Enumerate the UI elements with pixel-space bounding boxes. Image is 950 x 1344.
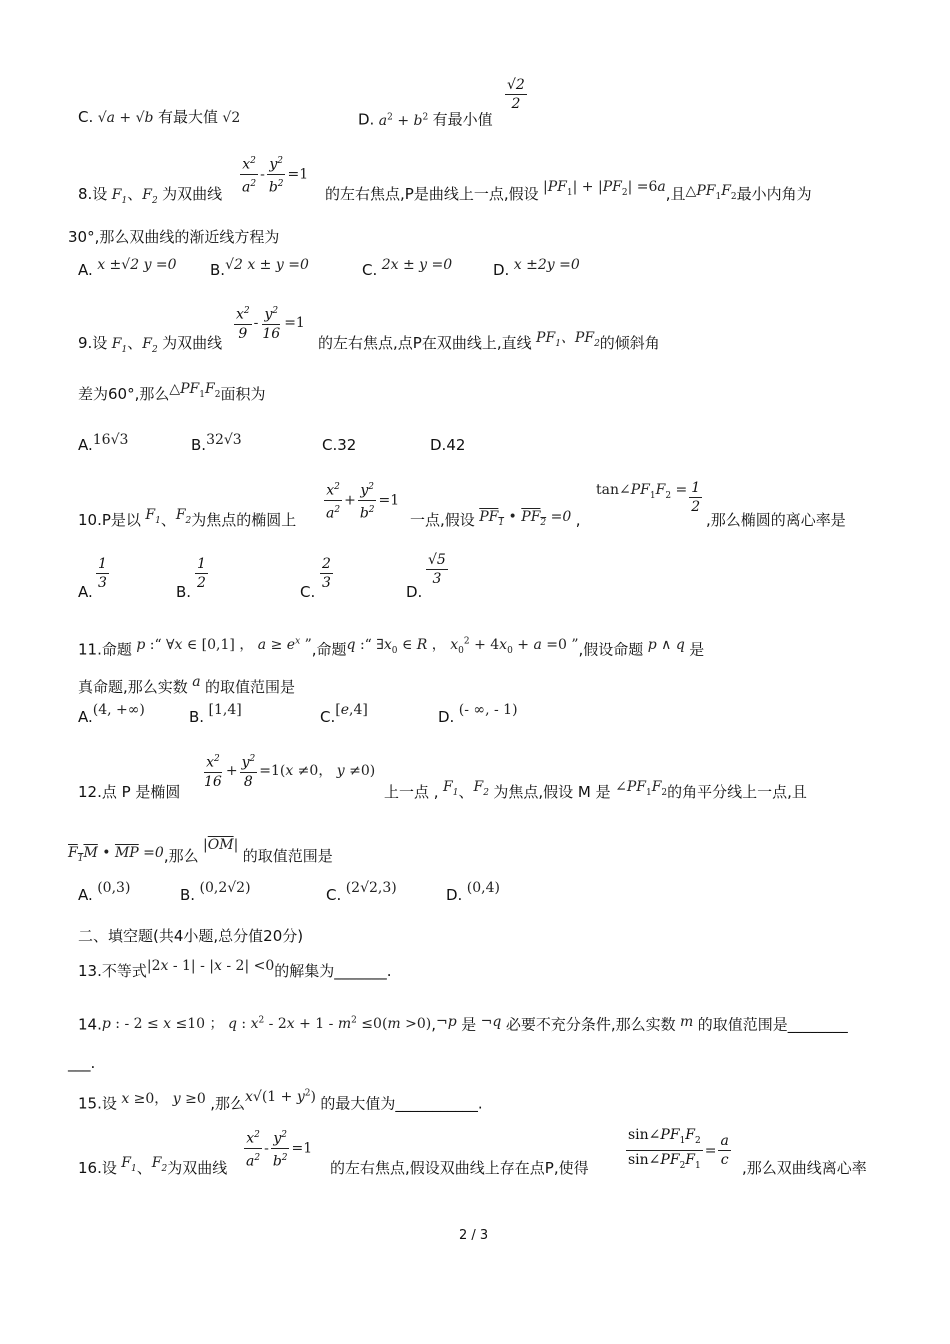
math-f1m-dot-mp: $F_1M$ • $\overline{MP} =0$ <box>68 845 164 864</box>
q10-line1-tail: ,那么椭圆的离心率是 <box>706 511 846 529</box>
math-not-p: ¬p <box>436 1013 457 1030</box>
math-opt-a: x ±√2 y =0 <box>92 257 177 273</box>
q9-option-b: B.32√3 <box>191 432 242 454</box>
math-opt-c: 2x ± y =0 <box>377 257 453 273</box>
math-sqrt-a-plus-sqrt-b: √a + √b <box>93 110 154 126</box>
q14-line2: ___. <box>68 1054 96 1072</box>
q7-option-c: C. √a + √b 有最大值 √2 <box>78 108 241 126</box>
q9-line1-cont: 的左右焦点,点P在双曲线上,直线 $PF_1$、$PF_2$的倾斜角 <box>318 330 660 352</box>
math-f2: $F_2$ <box>142 336 158 355</box>
math-f1: $F_1$ <box>107 187 128 206</box>
math-p-and-q: p ∧ q <box>643 636 690 653</box>
math-f1: $F_1$ <box>116 1155 137 1174</box>
math-interval-a: (4, +∞) <box>92 702 145 718</box>
math-hyperbola-ab: $\frac{x^2}{a^2}$ - $\frac{y^2}{b^2}$ =1 <box>238 152 308 196</box>
math-ellipse-ab: $\frac{x^2}{a^2}$ + $\frac{y^2}{b^2}$ =1 <box>322 478 399 522</box>
q10-line1-cont: 一点,假设 $PF_1$ • $PF_2 =0$ , <box>410 509 581 529</box>
q10-option-b: B. <box>176 583 192 601</box>
math-x-sqrt-1-plus-y2: $x√(1 + y^2)$ <box>245 1088 321 1105</box>
q10-option-a: A. <box>78 583 93 601</box>
math-sqrt2: √2 <box>217 110 241 126</box>
q16-line1-tail: ,那么双曲线离心率 <box>742 1159 867 1177</box>
q11-option-c: C.[e,4] <box>320 702 368 726</box>
q12-option-b: B. (0,2√2) <box>180 880 251 904</box>
math-proposition-q: q :“ $\exists x_0$ ∈ R ， $x_0^2 + 4x_0 + a =0$ ” <box>346 636 579 656</box>
math-a2-plus-b2: $a^2 + b^2$ <box>378 112 429 129</box>
q10-line1: 10.P是以 $F_1$、$F_2$为焦点的椭圆上 <box>78 507 297 529</box>
math-inequality: |2x - 1| - |x - 2| <0 <box>146 958 275 974</box>
q11-option-b: B. [1,4] <box>189 702 242 726</box>
q15-line: 15.设 x ≥0， y ≥0 ,那么$x√(1 + y^2)$ 的最大值为___________. <box>78 1088 483 1113</box>
math-one-half: $\frac{1}{2}$ <box>197 556 206 591</box>
math-tan-angle: $\tan\angle PF_1F_2$ = $\frac{1}{2}$ <box>596 480 701 515</box>
q14-line1: 14.p : - 2 ≤ x ≤10 ； q : $x^2 - 2x + 1 - m^2 \le 0(m$ >0),¬p 是 ¬q 必要不充分条件,那么实数 m 的取值范围是________ <box>78 1013 848 1034</box>
q8-option-c: C. 2x ± y =0 <box>362 257 453 279</box>
q9-options: A.16√3 <box>78 432 129 454</box>
q10-option-d: D. <box>406 583 423 601</box>
math-f1: $F_1$ <box>140 507 161 526</box>
math-opt-d: x ±2y =0 <box>509 257 580 273</box>
math-pf1-pf2: $PF_1$、$PF_2$ <box>531 330 600 349</box>
math-p-q-conditions: p : - 2 ≤ x ≤10 ； q : $x^2 - 2x + 1 - m^2 \le 0(m >0)$ <box>101 1015 432 1032</box>
math-m: m <box>675 1013 698 1030</box>
math-f2: $F_2$ <box>142 187 158 206</box>
math-f2: $F_2$ <box>151 1155 168 1174</box>
math-interval-c: [e,4] <box>335 702 368 718</box>
math-vector-dot-zero: $PF_1$ • $PF_2 =0$ <box>479 509 576 528</box>
math-triangle-pf1f2: $\triangle PF_1F_2$ <box>169 381 221 400</box>
q10-option-c: C. <box>300 583 316 601</box>
math-f1: $F_1$ <box>107 336 128 355</box>
math-f1: $F_1$ <box>438 779 459 798</box>
math-abs-om: $|\overline{OM}|$ <box>198 837 243 853</box>
q7-option-d: D. $a^2 + b^2$ 有最小值 <box>358 110 493 129</box>
q16-line1: 16.设 $F_1$、$F_2$为双曲线 <box>78 1155 228 1177</box>
q12-line1: 12.点 P 是椭圆 <box>78 783 181 801</box>
math-interval-d: (- ∞, - 1) <box>454 702 518 718</box>
q9-option-d: D.42 <box>430 436 466 454</box>
math-x-y-nonneg: x ≥0， y ≥0 <box>121 1090 211 1107</box>
q8-line1-cont: 的左右焦点,P是曲线上一点,假设 $|PF_1| + |PF_2| =6a$,且$\triangle PF_1F_2$最小内角为 <box>325 179 812 203</box>
math-interval-d: (0,4) <box>462 880 500 896</box>
math-sqrt5-over-3: $\frac{√5}{3}$ <box>428 552 446 587</box>
math-ellipse-16-8: $\frac{x^2}{16}$ + $\frac{y^2}{8}$ =1(x ≠0， y ≠0) <box>200 750 375 791</box>
math-f2: $F_2$ <box>175 507 192 526</box>
math-interval-a: (0,3) <box>92 880 131 896</box>
math-sine-ratio: $\frac{\sin\angle PF_1F_2}{\sin\angle PF_2F_1}$ = $\frac{a}{c}$ <box>628 1127 729 1171</box>
math-f2: $F_2$ <box>473 779 489 798</box>
q12-line2: $F_1M$ • $\overline{MP} =0$,那么 $|\overline{OM}|$ 的取值范围是 <box>68 837 333 865</box>
q11-option-d: D. (- ∞, - 1) <box>438 702 518 726</box>
math-32sqrt3: 32√3 <box>206 432 242 448</box>
q13-line: 13.不等式|2x - 1| - |x - 2| <0的解集为_______. <box>78 958 392 980</box>
q11-option-a: A.(4, +∞) <box>78 702 145 726</box>
q8-option-b: B.√2 x ± y =0 <box>210 257 309 279</box>
q16-line1-cont: 的左右焦点,假设双曲线上存在点P,使得 <box>330 1159 589 1177</box>
q9-line2: 差为60°,那么$\triangle PF_1F_2$面积为 <box>78 381 266 403</box>
q12-option-a: A. (0,3) <box>78 880 131 904</box>
q11-line2: 真命题,那么实数 a 的取值范围是 <box>78 674 296 696</box>
math-interval-b: (0,2√2) <box>195 880 251 896</box>
q8-options: A. x ±√2 y =0 <box>78 257 177 279</box>
math-16sqrt3: 16√3 <box>92 432 129 448</box>
q12-option-d: D. (0,4) <box>446 880 500 904</box>
q12-option-c: C. (2√2,3) <box>326 880 397 904</box>
math-interval-b: [1,4] <box>204 702 242 718</box>
math-frac-sqrt2-over-2: $\frac{√2}{2}$ <box>507 77 525 112</box>
q8-line1: 8.设 $F_1$、$F_2$ 为双曲线 <box>78 185 223 206</box>
math-proposition-p: p :“ ∀x ∈ [0,1] ， $a \ge e^x$ ” <box>136 636 312 653</box>
math-not-q: ¬q <box>476 1013 502 1030</box>
math-a: a <box>187 674 206 690</box>
page-number: 2 / 3 <box>459 1228 489 1243</box>
math-interval-c: (2√2,3) <box>341 880 397 896</box>
q9-option-c: C.32 <box>322 436 357 454</box>
q8-option-d: D. x ±2y =0 <box>493 257 580 279</box>
q11-line1: 11.命题 p :“ ∀x ∈ [0,1] ， $a \ge e^x$ ”,命题q :“ $\exists x_0$ ∈ R ， $x_0^2 + 4x_0 + a =0$ ”,假设命题 p ∧ q 是 <box>78 636 705 659</box>
math-angle-pf1f2: $\angle PF_1F_2$ <box>610 779 668 798</box>
math-pf1-pf2-6a: $|PF_1| + |PF_2| =6a$ <box>538 179 666 198</box>
math-two-thirds: $\frac{2}{3}$ <box>322 556 331 591</box>
math-hyperbola-ab-q16: $\frac{x^2}{a^2}$ - $\frac{y^2}{b^2}$ =1 <box>242 1126 312 1170</box>
section-heading: 二、填空题(共4小题,总分值20分) <box>78 927 304 945</box>
math-hyperbola-9-16: $\frac{x^2}{9}$ - $\frac{y^2}{16}$ =1 <box>232 302 305 343</box>
math-opt-b: √2 x ± y =0 <box>225 257 309 273</box>
q8-line2: 30°,那么双曲线的渐近线方程为 <box>68 228 280 246</box>
math-one-third: $\frac{1}{3}$ <box>98 556 107 591</box>
math-triangle-pf1f2: $\triangle PF_1F_2$ <box>685 183 737 202</box>
q12-line1-cont: 上一点 , $F_1$、$F_2$ 为焦点,假设 M 是 $\angle PF_1F_2$的角平分线上一点,且 <box>384 779 807 801</box>
q9-line1: 9.设 $F_1$、$F_2$ 为双曲线 <box>78 334 223 355</box>
